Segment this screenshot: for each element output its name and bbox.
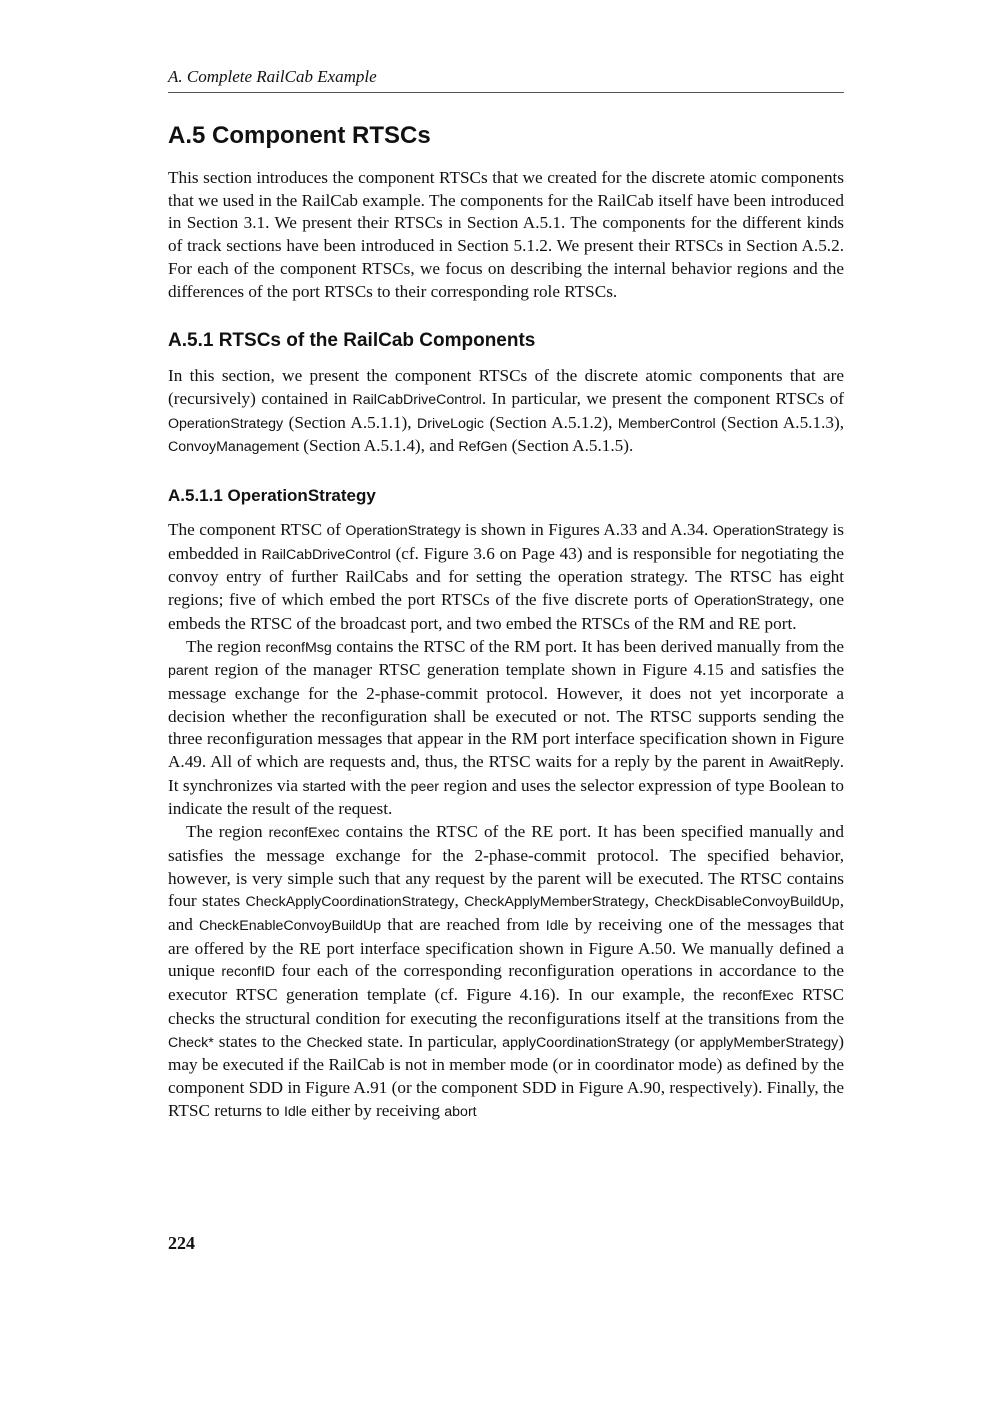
component-name: ConvoyManagement — [168, 439, 299, 456]
state-name: Idle — [283, 1103, 307, 1120]
component-name: OperationStrategy — [345, 523, 461, 540]
message-name: applyCoordinationStrategy — [502, 1034, 670, 1051]
body-paragraph-3: The region reconfExec contains the RTSC of the RE port. It has been specified manually and satisfies the message exchange for the 2-phase-commit protocol. The specified behavior, however, is very simple such that any request by the parent will be executed. The RTSC contains four states CheckApplyCoordinationStrategy, CheckApplyMemberStrategy, CheckDisableConvoyBuildUp, and CheckEnableConvoyBuildUp that are reached from Idle by receiving one of the messages that are offered by the RE port interface specification shown in Figure A.50. We manually defined a unique reconfID four each of the corresponding reconfiguration operations in accordance to the executor RTSC generation template (cf. Figure 4.16). In our example, the reconfExec RTSC checks the structural condition for executing the reconfigurations itself at the transitions from the Check* states to the Checked state. In particular, applyCoordinationStrategy (or applyMemberStrategy) may be executed if the RailCab is not in member mode (or in coordinator mode) as defined by the component SDD in Figure A.91 (or the component SDD in Figure A.90, respectively). Finally, the RTSC returns to Idle either by receiving abort — [168, 822, 845, 1120]
state-name: CheckApplyMemberStrategy — [464, 894, 645, 911]
state-name: CheckDisableConvoyBuildUp — [654, 894, 840, 911]
component-name: DriveLogic — [416, 415, 485, 432]
component-name: OperationStrategy — [168, 415, 284, 432]
state-name: AwaitReply — [768, 755, 840, 772]
component-name: OperationStrategy — [712, 523, 829, 540]
message-name: abort — [444, 1103, 477, 1120]
subsubsection-heading: A.5.1.1 OperationStrategy — [168, 486, 376, 506]
running-head: A. Complete RailCab Example — [168, 66, 844, 93]
component-name: RailCabDriveControl — [261, 546, 391, 563]
region-name: reconfExec — [722, 988, 794, 1005]
sync-channel-name: started — [302, 778, 346, 795]
variable-name: reconfID — [221, 964, 276, 981]
page-body — [168, 66, 844, 1123]
message-name: applyMemberStrategy — [699, 1034, 839, 1051]
region-name: reconfExec — [268, 825, 340, 842]
subsection-paragraph: In this section, we present the component RTSCs of the discrete atomic components that are (recursively) contained in RailCabDriveControl. In particular, we present the component RTSCs of OperationStrategy (Section A.5.1.1), DriveLogic (Section A.5.1.2), MemberControl (Section A.5.1.3), ConvoyManagement (Section A.5.1.4), and RefGen (Section A.5.1.5). — [168, 366, 844, 456]
component-name: RefGen — [458, 439, 508, 456]
region-name: parent — [168, 663, 209, 680]
region-name: peer — [410, 778, 440, 795]
state-name: CheckEnableConvoyBuildUp — [199, 917, 382, 934]
page-number: 224 — [168, 1233, 195, 1253]
body-paragraph-1: The component RTSC of OperationStrategy is shown in Figures A.33 and A.34. OperationStrategy is embedded in RailCabDriveControl (cf. Figure 3.6 on Page 43) and is responsible for negotiating the convoy entry of further RailCabs and for setting the operation strategy. The RTSC has eight regions; five of which embed the port RTSCs of the five discrete ports of OperationStrategy, one embeds the RTSC of the broadcast port, and two embed the RTSCs of the RM and RE port. — [168, 520, 845, 633]
state-name: Check* — [168, 1034, 214, 1051]
component-name: RailCabDriveControl — [352, 391, 482, 408]
state-name: CheckApplyCoordinationStrategy — [245, 894, 455, 911]
region-name: reconfMsg — [265, 639, 332, 656]
section-intro-paragraph: This section introduces the component RTSCs that we created for the discrete atomic components that we used in the RailCab example. The components for the RailCab itself have been introduced in Section 3.1. We present their RTSCs in Section A.5.1. The components for the different kinds of track sections have been introduced in Section 5.1.2. We present their RTSCs in Section A.5.2. For each of the component RTSCs, we focus on describing the internal behavior regions and the differences of the port RTSCs to their corresponding role RTSCs. — [168, 168, 844, 301]
component-name: OperationStrategy — [693, 593, 810, 610]
section-heading: A.5 Component RTSCs — [168, 122, 431, 149]
state-name: Checked — [306, 1034, 363, 1051]
body-paragraph-2: The region reconfMsg contains the RTSC of the RM port. It has been derived manually from the parent region of the manager RTSC generation template shown in Figure 4.15 and satisfies the message exchange for the 2-phase-commit protocol. However, it does not yet incorporate a decision whether the reconfiguration shall be executed or not. The RTSC supports sending the three reconfiguration messages that appear in the RM port interface specification shown in Figure A.49. All of which are requests and, thus, the RTSC waits for a reply by the parent in AwaitReply. It synchronizes via started with the peer region and uses the selector expression of type Boolean to indicate the result of the request. — [168, 636, 845, 819]
component-name: MemberControl — [617, 415, 716, 432]
state-name: Idle — [545, 917, 569, 934]
subsection-heading: A.5.1 RTSCs of the RailCab Components — [168, 330, 536, 352]
